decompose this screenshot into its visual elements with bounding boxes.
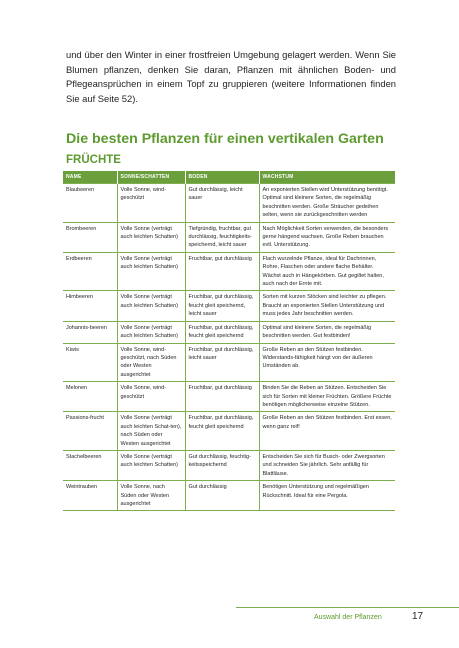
cell-growth: Große Reben an den Stützen festbinden. Erst essen, wenn ganz reif! <box>259 412 395 451</box>
cell-growth: Entscheiden Sie sich für Busch- oder Zwergsorten und schneiden Sie jährlich. Sehr anfällig für Blattläuse. <box>259 450 395 480</box>
cell-sun: Volle Sonne, wind-geschützt, nach Süden oder Westen ausgerichtet <box>117 343 185 382</box>
cell-sun: Volle Sonne (verträgt auch leichten Schatten) <box>117 252 185 291</box>
table-row <box>63 382 395 412</box>
cell-name: Erdbeeren <box>63 252 117 291</box>
footer-section-title: Auswahl der Pflanzen <box>314 614 382 621</box>
cell-sun: Volle Sonne (verträgt auch leichten Schat-ten), nach Süden oder Westen ausgerichtet <box>117 412 185 451</box>
footer-rule <box>236 607 459 608</box>
cell-growth: Große Reben an den Stützen festbinden. Widerstands-fähigkeit hängt von der äußeren Umständen ab. <box>259 343 395 382</box>
cell-sun: Volle Sonne (verträgt auch leichten Schatten) <box>117 291 185 321</box>
table-row <box>63 412 395 451</box>
cell-name: Himbeeren <box>63 291 117 321</box>
section-heading: Die besten Pflanzen für einen vertikalen Garten <box>66 131 384 147</box>
cell-soil: Fruchtbar, gut durchlässig, feucht gleit speichernd, leicht sauer <box>185 291 259 321</box>
cell-growth: Optimal sind kleinere Sorten, die regelmäßig beschnitten werden. Gut festbinden! <box>259 321 395 343</box>
cell-name: Melonen <box>63 382 117 412</box>
cell-sun: Volle Sonne, wind-geschützt <box>117 184 185 223</box>
cell-growth: Nach Möglichkeit Sorten verwenden, die besonders gerne hängend wachsen. Große Reben brauchen evtl. Unterstützung. <box>259 222 395 252</box>
table-row <box>63 343 395 382</box>
table-row <box>63 321 395 343</box>
column-header-growth: WACHSTUM <box>259 171 395 184</box>
cell-name: Stachelbeeren <box>63 450 117 480</box>
category-subheading: FRÜCHTE <box>66 154 121 166</box>
column-header-sun-shade: SONNE/SCHATTEN <box>117 171 185 184</box>
cell-sun: Volle Sonne (verträgt auch leichten Schatten) <box>117 450 185 480</box>
cell-soil: Fruchtbar, gut durchlässig <box>185 252 259 291</box>
column-header-soil: BODEN <box>185 171 259 184</box>
cell-growth: Benötigen Unterstützung und regelmäßigen Rückschnitt. Ideal für eine Pergola. <box>259 481 395 511</box>
cell-sun: Volle Sonne, wind-geschützt <box>117 382 185 412</box>
cell-name: Johannis-beeren <box>63 321 117 343</box>
cell-name: Weintrauben <box>63 481 117 511</box>
plants-table <box>63 171 395 511</box>
cell-soil: Fruchtbar, gut durchlässig, leicht sauer <box>185 343 259 382</box>
cell-growth: Binden Sie die Reben an Stützen. Entscheiden Sie sich für Sorten mit kleiner Früchten. Größere Früchte benötigen möglicherweise einzelne Stützen. <box>259 382 395 412</box>
cell-soil: Fruchtbar, gut durchlässig <box>185 382 259 412</box>
table-row <box>63 184 395 223</box>
cell-name: Brombeeren <box>63 222 117 252</box>
cell-name: Blaubeeren <box>63 184 117 223</box>
cell-soil: Gut durchlässig, feuchtig-keitsspeichernd <box>185 450 259 480</box>
table-row <box>63 481 395 511</box>
cell-sun: Volle Sonne, nach Süden oder Westen ausgerichtet <box>117 481 185 511</box>
cell-soil: Fruchtbar, gut durchlässig, feucht gleit speichernd <box>185 412 259 451</box>
cell-name: Passions-frucht <box>63 412 117 451</box>
cell-growth: An exponierten Stellen wird Unterstützung benötigt. Optimal sind kleinere Sorten, die regelmäßig beschnitten werden. Große Sträucher gedeihen selten, wenn sie zurückgeschnitten werden <box>259 184 395 223</box>
cell-growth: Sorten mit kurzen Stöcken sind leichter zu pflegen. Braucht an exponierten Stellen Unterstützung und muss jedes Jahr beschnitten werden. <box>259 291 395 321</box>
table-row <box>63 450 395 480</box>
cell-soil: Gut durchlässig <box>185 481 259 511</box>
intro-paragraph: und über den Winter in einer frostfreien Umgebung gelagert werden. Wenn Sie Blumen pflanzen, denken Sie daran, Pflanzen mit ähnlichen Boden- und Pflegeansprüchen in einem Topf zu gruppieren (weitere Informationen finden Sie auf Seite 52). <box>66 49 396 104</box>
header-row <box>63 171 395 184</box>
page-number: 17 <box>412 611 424 622</box>
cell-soil: Gut durchlässig, leicht sauer <box>185 184 259 223</box>
table-row <box>63 252 395 291</box>
cell-soil: Fruchtbar, gut durchlässig, feucht gleit speichernd <box>185 321 259 343</box>
column-header-name: NAME <box>63 171 117 184</box>
cell-sun: Volle Sonne (verträgt auch leichten Schatten) <box>117 321 185 343</box>
table-header <box>63 171 395 184</box>
table-row <box>63 291 395 321</box>
cell-growth: Flach wurzelnde Pflanze, ideal für Dachrinnen, Rohre, Flaschen oder andere flache Behälter. Wächst auch in Hängekörben. Gut gegiltet halten, auch nach der Ernte mit. <box>259 252 395 291</box>
cell-sun: Volle Sonne (verträgt auch leichten Schatten) <box>117 222 185 252</box>
table-row <box>63 222 395 252</box>
cell-soil: Tiefgründig, fruchtbar, gut durchlässig, feuchtigkeits-speichernd, leicht sauer <box>185 222 259 252</box>
cell-name: Kiwis <box>63 343 117 382</box>
